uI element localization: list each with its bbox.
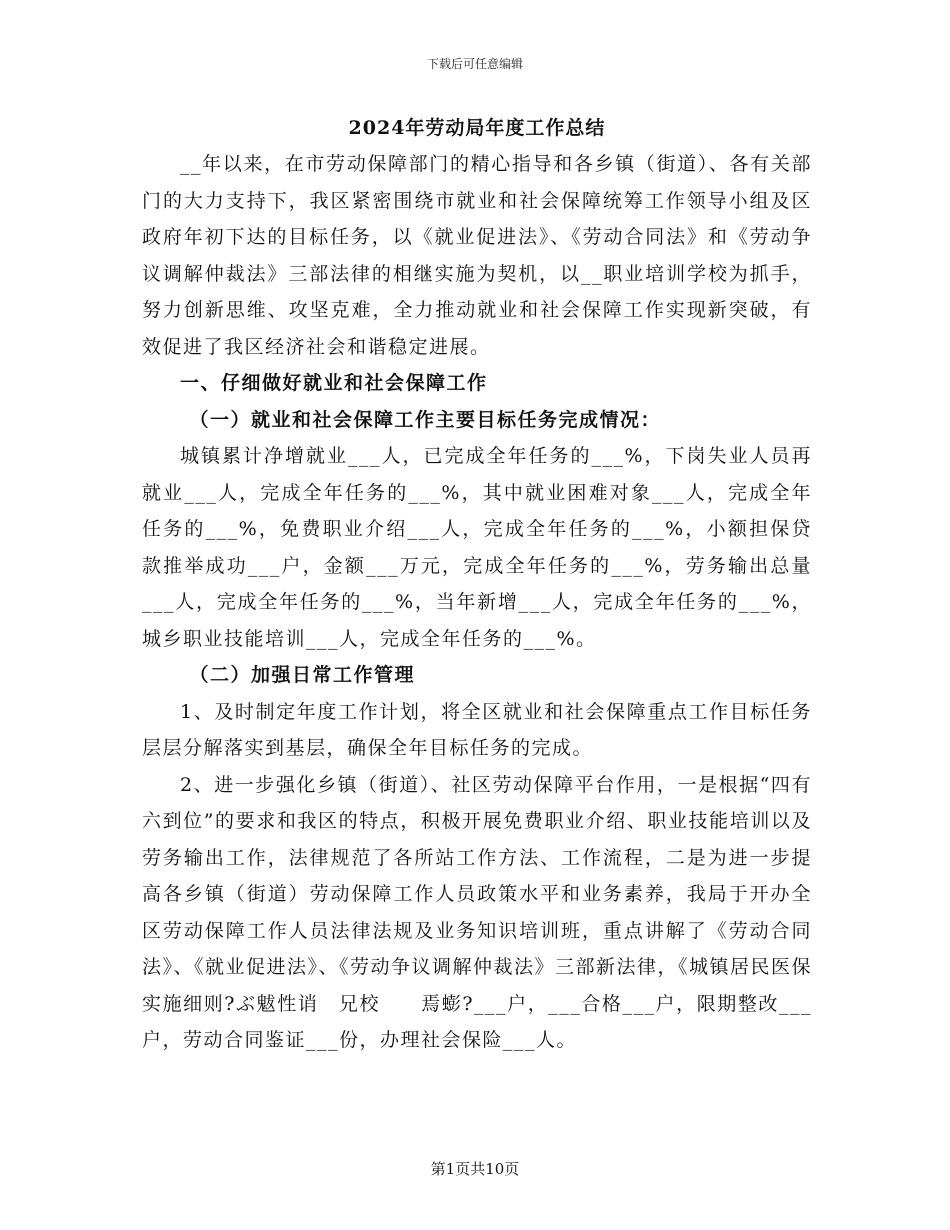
subsection-heading-1: （一）就业和社会保障工作主要目标任务完成情况： [189,408,662,431]
list-item-2: 2、进一步强化乡镇（街道）、社区劳动保障平台作用，一是根据“四有六到位”的要求和我区的特点，积极开展免费职业介绍、职业技能培训以及劳务输出工作，法律规范了各所站工作方法、工作流程，二是为进一步提高各乡镇（街道）劳动保障工作人员政策水平和业务素养，我局于开办全区劳动保障工作人员法律法规及业务知识培训班，重点讲解了《劳动合同法》、《就业促进法》、《劳动争议调解仲裁法》三部新法律，《城镇居民医保实施细则?ぶ魃性诮 兄校 焉蟛?___户，___合格___户，限期整改___户，劳动合同鉴证___份，办理社会保险___人。 [142,773,813,1051]
section-heading-1: 一、仔细做好就业和社会保障工作 [180,372,488,394]
list-item-1: 1、及时制定年度工作计划，将全区就业和社会保障重点工作目标任务层层分解落实到基层，确保全年目标任务的完成。 [142,700,812,759]
page-footer: 第1页共10页 [430,1160,520,1178]
document-title: 2024年劳动局年度工作总结 [348,117,606,139]
subsection-1-paragraph: 城镇累计净增就业___人，已完成全年任务的___%，下岗失业人员再就业___人，完成全年任务的___%，其中就业困难对象___人，完成全年任务的___%，免费职业介绍___人，完成全年任务的___%，小额担保贷款推举成功___户，金额___万元，完成全年任务的___%，劳务输出总量___人，完成全年任务的___%，当年新增___人，完成全年任务的___%，城乡职业技能培训___人，完成全年任务的___%。 [142,445,812,650]
page-header-note: 下载后可任意编辑 [426,57,523,71]
document-body [142,110,812,1059]
subsection-heading-2: （二）加强日常工作管理 [189,664,416,686]
intro-paragraph: __年以来，在市劳动保障部门的精心指导和各乡镇（街道）、各有关部门的大力支持下，我区紧密围绕市就业和社会保障统筹工作领导小组及区政府年初下达的目标任务，以《就业促进法》、《劳动合同法》和《劳动争议调解仲裁法》三部法律的相继实施为契机，以__职业培训学校为抓手，努力创新思维、攻坚克难，全力推动就业和社会保障工作实现新突破，有效促进了我区经济社会和谐稳定进展。 [142,153,812,358]
